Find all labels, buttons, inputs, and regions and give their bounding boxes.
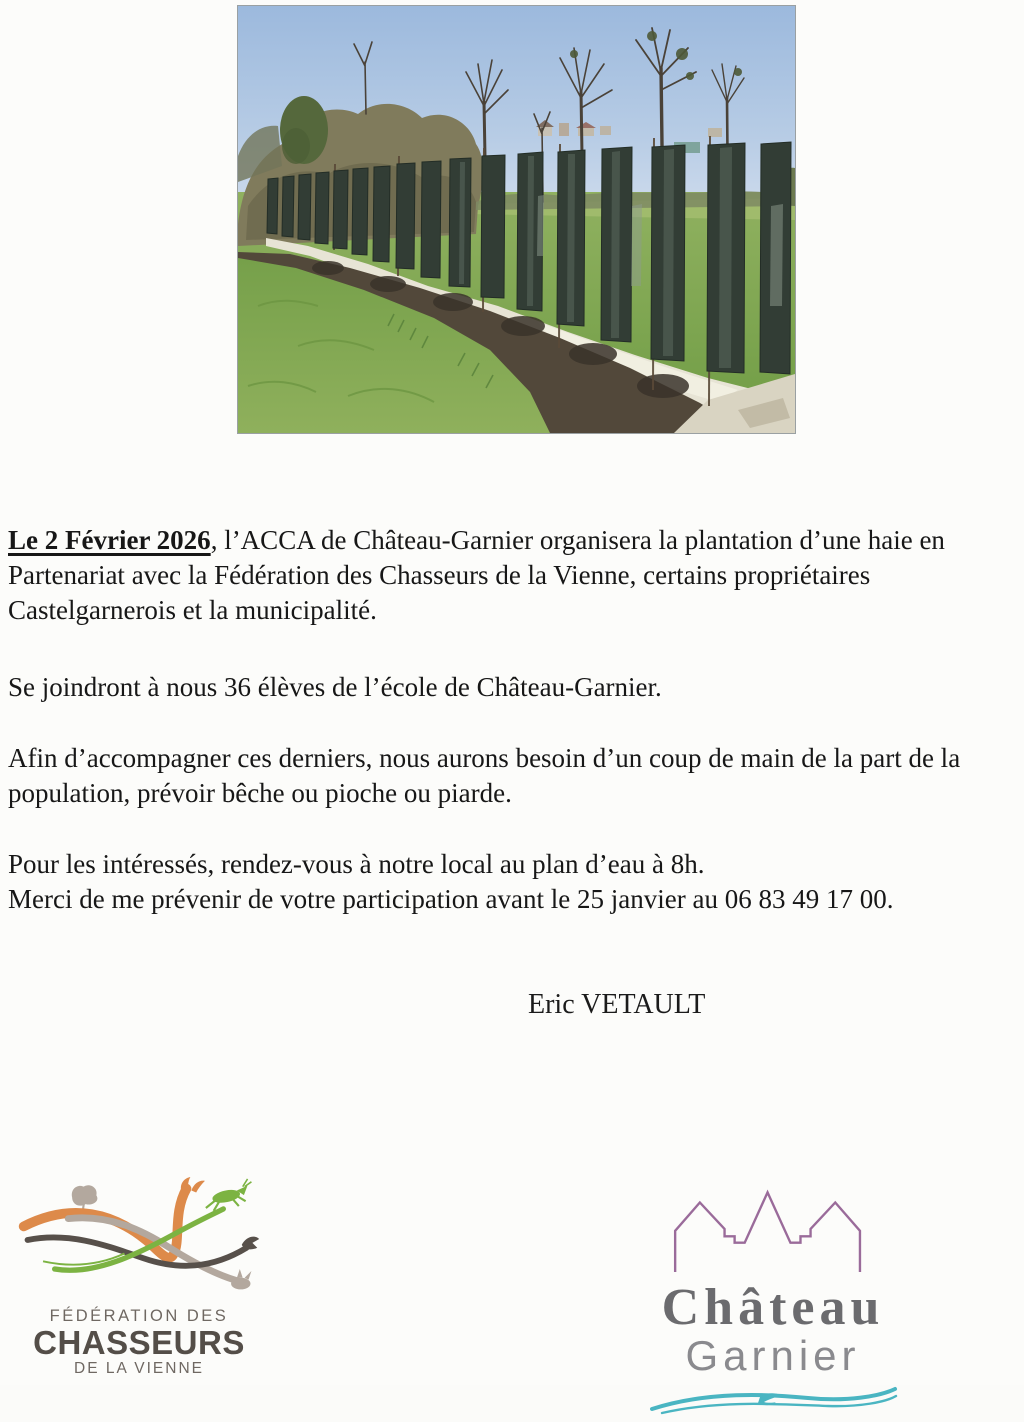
wave-icon	[648, 1383, 898, 1417]
announcement-text: , l’ACCA de Château-Garnier organisera la plantation d’une haie en Partenariat avec la Fédération des Chasseurs de la Vienne, certains propriétaires Castelgarnerois et la municipalité.	[8, 525, 945, 625]
paragraph-help-request: Afin d’accompagner ces derniers, nous aurons besoin d’un coup de main de la part de la population, prévoir bêche ou pioche ou piarde.	[8, 743, 961, 808]
letter-body	[8, 523, 1016, 1022]
chateau-garnier-logo	[648, 1183, 898, 1422]
plantation-photo-graphic	[238, 6, 795, 433]
federation-name-line2: CHASSEURS	[33, 1324, 245, 1361]
event-date: Le 2 Février 2026	[8, 525, 211, 555]
federation-name-line3: DE LA VIENNE	[74, 1359, 204, 1377]
castle-outline-icon	[666, 1183, 881, 1275]
hedge-plantation-photo	[237, 5, 796, 434]
federation-name-line1: FÉDÉRATION DES	[49, 1307, 229, 1325]
contact-line: Merci de me prévenir de votre participation avant le 25 janvier au 06 83 49 17 00.	[8, 884, 894, 914]
chateau-title: Château	[661, 1279, 885, 1336]
paragraph-announcement	[8, 523, 1016, 628]
meeting-place-line: Pour les intéressés, rendez-vous à notre local au plan d’eau à 8h.	[8, 849, 705, 879]
federation-ribbons-icon	[14, 1176, 264, 1302]
chateau-subtitle: Garnier	[685, 1332, 861, 1379]
signature: Eric VETAULT	[528, 989, 706, 1020]
paragraph-school: Se joindront à nous 36 élèves de l’école de Château-Garnier.	[8, 672, 662, 702]
paragraph-meeting-info	[8, 847, 1016, 917]
federation-chasseurs-logo	[13, 1176, 265, 1378]
